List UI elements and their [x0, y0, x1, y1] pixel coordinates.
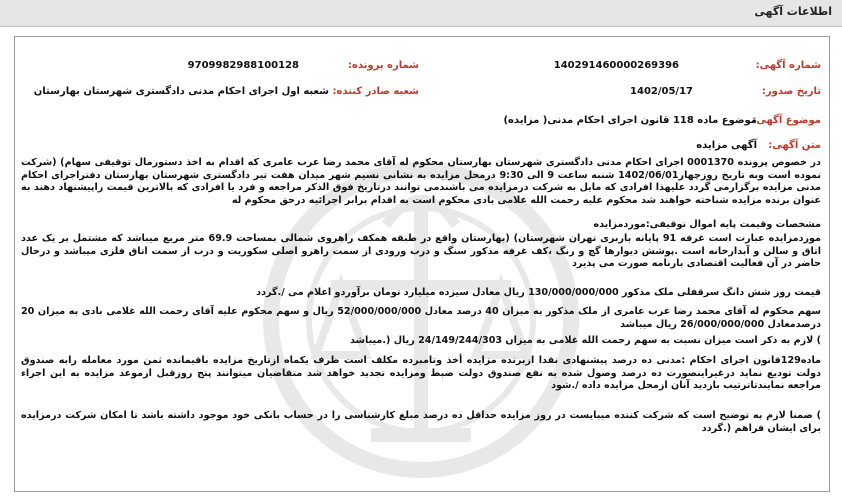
- date-label: تاریخ صدور:: [761, 86, 821, 97]
- branch-value: شعبه اول اجرای احکام مدنی دادگستری شهرستان بهارستان: [33, 86, 329, 97]
- ad-number-value: 140291460000269396: [553, 60, 679, 71]
- body-paragraph-2: موردمزایده عبارت است غرفه 91 پایانه باربری تهران شهرستان) (بهارستان واقع در طبقه همکف راهروی شمالی بمساحت 69.9 متر مربع میباشد که مشتمل بر یک عدد اتاق و سالن و آبدارخانه است .پوشش دیوارها گچ و رنگ ،کف غرفه مذکور سنگ و درب ورودی از سمت راهرو اصلی سکوریت و درب از سمت اتاق فلزی میباشد و درحال حاضر در آن فعالیت اقتصادی بارنامه صورت می پذیرد: [21, 233, 821, 269]
- case-number-value: 9709982988100128: [187, 60, 299, 71]
- page-title: اطلاعات آگهی: [754, 5, 832, 18]
- text-title: آگهی مزایده: [696, 140, 757, 151]
- branch-label: شعبه صادر کننده:: [332, 86, 419, 97]
- body-paragraph-4: ) لازم به ذکر است میزان نسبت به سهم رحمت الله غلامی به میزان 24/149/244/303 ریال (.میباشد: [350, 335, 821, 346]
- case-number-label: شماره پرونده:: [347, 60, 419, 71]
- body-paragraph-3: سهم محکوم له آقای محمد رضا عرب عامری از ملک مذکور به میزان 40 درصد معادل 52/000/000/000 ریال و سهم محکوم علیه آقای رحمت الله غلامی بادی به میزان 20 درصدمعادل 26/000/000/000 ریال میباشد: [21, 306, 821, 330]
- body-paragraph-5: ماده129قانون اجرای احکام :مدنی ده درصد پیشنهادی نقدا ازبرنده مزایده أخذ وتامبرده مکلف است ظرف یکماه ازتاریخ مزایده باقیمانده ثمن مورد معامله رابه صندوق دولت تودیع نماید درغیراینصورت ده درصد وصول شده به نفع صندوق دولت ضبط ومزایده تجدید خواهد شد متقاضیان میتوانند پنج روزقبل ازموعد مزایده به این اجراء مراجعه نمایندتاترتیب بازدید آنان ازمحل مزایده داده /.شود: [21, 355, 821, 391]
- body-paragraph-1: در خصوص پرونده 0001370 اجرای احکام مدنی دادگستری شهرستان بهارستان محکوم له آقای محمد رضا عرب عامری که اقدام به اخذ دستورمال توقیفی سهام) (شرکت نموده است وبه تاریخ روزچهار1402/06/01 شنبه ساعت 9 الی 9:30 درمحل مزایده به نشانی نسیم شهر میدان هفت تیر دادگستری شهرستان بهارستان دفتراجرای احکام مدنی مزایده برگزارمی گردد علیهذا افرادی که مایل به شرکت درمزایده می باشندمی توانند درتاریخ فوق الذکر مراجعه و فرد یا افرادی که بالاترین قیمت راپیشنهاد دهند به عنوان برنده مزایده شناخته خواهند شد محکوم علیه رحمت الله غلامی بادی محکوم است به اقدام برابر اجرائیه درحق محکوم له: [21, 157, 822, 206]
- page-header: [0, 0, 842, 27]
- subject-value: موضوع ماده 118 قانون اجرای احکام مدنی( مزایده): [503, 115, 757, 126]
- price-line: قیمت روز شش دانگ سرقفلی ملک مذکور 130/000/000/000 ریال معادل سیزده میلیارد تومان برآوردو اعلام می /.گردد: [256, 287, 821, 298]
- text-label: متن آگهی:: [768, 140, 821, 151]
- date-value: 1402/05/17: [630, 86, 693, 97]
- body-paragraph-6: ) ضمنا لازم به توضیح است که شرکت کننده میبایست در روز مزایده حداقل ده درصد مبلغ کارشناسی را در حساب بانکی خود موجود داشته باشد تا امکان شرکت درمزایده برای ایشان فراهم (.گردد: [21, 410, 821, 434]
- subject-label: موضوع آگهی:: [752, 115, 821, 126]
- ad-number-label: شماره آگهی:: [755, 60, 821, 71]
- spec-title: مشخصات وقیمت پایه اموال توقیفی:موردمزایده: [593, 219, 821, 230]
- ad-info-panel: [14, 36, 830, 492]
